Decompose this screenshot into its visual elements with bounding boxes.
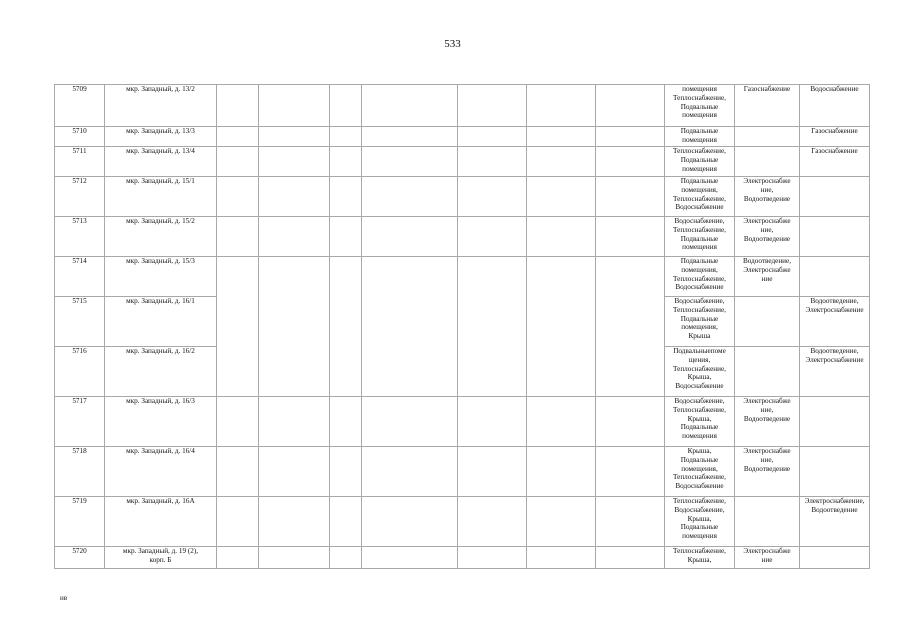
row-number-cell: [55, 217, 105, 257]
empty-cell: [330, 177, 362, 217]
empty-cell: [596, 85, 665, 127]
empty-cell: [330, 257, 362, 297]
empty-cell: [330, 85, 362, 127]
empty-cell: [217, 177, 259, 217]
empty-cell: [259, 547, 330, 569]
row-address-cell: [105, 397, 217, 447]
row-address: мкр. Западный, д. 16/4: [126, 447, 195, 455]
row-works-b-cell: [735, 147, 800, 177]
row-works-c-cell: [800, 257, 870, 297]
empty-cell: [217, 297, 259, 347]
empty-cell: [217, 397, 259, 447]
row-works-c: Газоснабжение: [811, 147, 858, 155]
empty-cell: [458, 397, 527, 447]
empty-cell: [259, 147, 330, 177]
row-works-b-cell: [735, 347, 800, 397]
empty-cell: [527, 447, 596, 497]
empty-cell: [330, 397, 362, 447]
empty-cell: [458, 127, 527, 147]
row-number: 5712: [72, 177, 87, 185]
row-works-c-cell: [800, 85, 870, 127]
empty-cell: [527, 217, 596, 257]
row-works-a: Водоснабжение, Теплоснабжение, Крыша, Подвальные помещения: [673, 397, 726, 441]
empty-cell: [458, 547, 527, 569]
row-number-cell: [55, 497, 105, 547]
row-works-a: помещения Теплоснабжение, Подвальные помещения: [673, 85, 726, 120]
empty-cell: [259, 447, 330, 497]
row-address-cell: [105, 257, 217, 297]
empty-cell: [458, 297, 527, 347]
empty-cell: [458, 497, 527, 547]
empty-cell: [458, 85, 527, 127]
row-works-a-cell: [665, 257, 735, 297]
row-number: 5709: [72, 85, 87, 93]
row-works-c-cell: [800, 397, 870, 447]
row-works-b: Электроснабже ние, Водоотведение: [743, 217, 791, 243]
row-address-cell: [105, 547, 217, 569]
row-number: 5711: [72, 147, 87, 155]
empty-cell: [217, 85, 259, 127]
row-works-b-cell: [735, 397, 800, 447]
empty-cell: [330, 127, 362, 147]
empty-cell: [259, 85, 330, 127]
row-number-cell: [55, 147, 105, 177]
row-works-a-cell: [665, 85, 735, 127]
row-address-cell: [105, 147, 217, 177]
row-number: 5717: [72, 397, 87, 405]
empty-cell: [217, 547, 259, 569]
row-address-cell: [105, 497, 217, 547]
row-works-a-cell: [665, 347, 735, 397]
row-works-b: Электроснабже ние, Водоотведение: [743, 397, 791, 423]
empty-cell: [362, 547, 458, 569]
row-address-cell: [105, 127, 217, 147]
row-works-a: Теплоснабжение, Крыша,: [673, 547, 726, 564]
table-row: [55, 127, 870, 147]
row-works-a: Теплоснабжение, Подвальные помещения: [673, 147, 726, 173]
table-row: [55, 217, 870, 257]
empty-cell: [259, 217, 330, 257]
row-address: мкр. Западный, д. 16/3: [126, 397, 195, 405]
row-address: мкр. Западный, д. 15/1: [126, 177, 195, 185]
row-works-c-cell: [800, 547, 870, 569]
empty-cell: [330, 297, 362, 347]
empty-cell: [596, 217, 665, 257]
empty-cell: [596, 447, 665, 497]
empty-cell: [217, 257, 259, 297]
row-works-a-cell: [665, 397, 735, 447]
empty-cell: [259, 347, 330, 397]
row-number: 5718: [72, 447, 87, 455]
row-works-b: Электроснабже ние: [743, 547, 791, 564]
empty-cell: [596, 177, 665, 217]
empty-cell: [527, 127, 596, 147]
row-works-b-cell: [735, 257, 800, 297]
empty-cell: [362, 397, 458, 447]
row-works-a-cell: [665, 147, 735, 177]
empty-cell: [362, 497, 458, 547]
row-works-a-cell: [665, 127, 735, 147]
empty-cell: [596, 147, 665, 177]
row-address: мкр. Западный, д. 13/4: [126, 147, 195, 155]
row-works-b-cell: [735, 177, 800, 217]
row-works-b-cell: [735, 127, 800, 147]
row-works-a: Водоснабжение, Теплоснабжение, Подвальные помещения, Крыша: [673, 297, 726, 341]
empty-cell: [596, 397, 665, 447]
row-address: мкр. Западный, д. 15/3: [126, 257, 195, 265]
row-works-a-cell: [665, 447, 735, 497]
row-works-c: Водоотведение, Электроснабжение: [805, 297, 864, 314]
row-works-c-cell: [800, 217, 870, 257]
empty-cell: [217, 347, 259, 397]
empty-cell: [527, 497, 596, 547]
row-number-cell: [55, 85, 105, 127]
empty-cell: [362, 217, 458, 257]
row-works-c: Электроснабжение, Водоотведение: [804, 497, 865, 514]
registry-rows: [55, 85, 870, 569]
row-number-cell: [55, 397, 105, 447]
footer-mark: нв: [60, 594, 68, 602]
row-works-b-cell: [735, 447, 800, 497]
row-works-c-cell: [800, 497, 870, 547]
row-number: 5714: [72, 257, 87, 265]
row-address: мкр. Западный, д. 13/2: [126, 85, 195, 93]
row-works-a-cell: [665, 297, 735, 347]
row-number-cell: [55, 127, 105, 147]
row-address-cell: [105, 447, 217, 497]
empty-cell: [217, 497, 259, 547]
table-row: [55, 147, 870, 177]
row-address-cell: [105, 297, 217, 347]
empty-cell: [362, 85, 458, 127]
row-address: мкр. Западный, д. 16/1: [126, 297, 195, 305]
empty-cell: [362, 257, 458, 297]
empty-cell: [330, 447, 362, 497]
empty-cell: [527, 177, 596, 217]
row-works-a: Подвальные помещения, Теплоснабжение, Водоснабжение: [673, 257, 726, 292]
empty-cell: [527, 547, 596, 569]
empty-cell: [596, 257, 665, 297]
row-works-a: Подвальныепоме щения, Теплоснабжение, Крыша, Водоснабжение: [673, 347, 726, 391]
empty-cell: [527, 147, 596, 177]
row-address-cell: [105, 217, 217, 257]
row-works-b-cell: [735, 497, 800, 547]
empty-cell: [259, 397, 330, 447]
row-works-c: Водоотведение, Электроснабжение: [805, 347, 864, 364]
row-number: 5710: [72, 127, 87, 135]
table-row: [55, 547, 870, 569]
empty-cell: [362, 347, 458, 397]
row-works-b-cell: [735, 217, 800, 257]
empty-cell: [527, 85, 596, 127]
row-number-cell: [55, 177, 105, 217]
empty-cell: [330, 217, 362, 257]
row-works-a: Водоснабжение, Теплоснабжение, Подвальные помещения: [673, 217, 726, 252]
row-works-b-cell: [735, 85, 800, 127]
empty-cell: [458, 147, 527, 177]
empty-cell: [596, 127, 665, 147]
row-works-b: Электроснабже ние, Водоотведение: [743, 177, 791, 203]
row-number: 5719: [72, 497, 87, 505]
row-works-c-cell: [800, 177, 870, 217]
empty-cell: [527, 297, 596, 347]
empty-cell: [458, 177, 527, 217]
table-row: [55, 297, 870, 347]
row-number-cell: [55, 447, 105, 497]
empty-cell: [596, 497, 665, 547]
row-number: 5715: [72, 297, 87, 305]
row-works-c-cell: [800, 447, 870, 497]
row-works-b: Водоотведение, Электроснабже ние: [742, 257, 792, 283]
empty-cell: [259, 257, 330, 297]
row-address: мкр. Западный, д. 15/2: [126, 217, 195, 225]
row-works-b: Электроснабже ние, Водоотведение: [743, 447, 791, 473]
empty-cell: [362, 147, 458, 177]
row-works-c-cell: [800, 297, 870, 347]
row-address: мкр. Западный, д. 19 (2), корп. Б: [122, 547, 199, 564]
empty-cell: [217, 447, 259, 497]
table-row: [55, 497, 870, 547]
table-row: [55, 177, 870, 217]
empty-cell: [362, 297, 458, 347]
row-works-c-cell: [800, 347, 870, 397]
empty-cell: [527, 347, 596, 397]
empty-cell: [458, 447, 527, 497]
row-number-cell: [55, 547, 105, 569]
row-works-a: Подвальные помещения, Теплоснабжение, Водоснабжение: [673, 177, 726, 212]
empty-cell: [362, 127, 458, 147]
row-address: мкр. Западный, д. 16/2: [126, 347, 195, 355]
empty-cell: [259, 127, 330, 147]
empty-cell: [596, 347, 665, 397]
registry-table: [54, 84, 870, 569]
row-works-c: Водоснабжение: [810, 85, 859, 93]
row-works-a-cell: [665, 217, 735, 257]
empty-cell: [458, 217, 527, 257]
row-works-a-cell: [665, 547, 735, 569]
empty-cell: [330, 547, 362, 569]
empty-cell: [527, 257, 596, 297]
row-address-cell: [105, 177, 217, 217]
table-row: [55, 85, 870, 127]
row-works-b: Газоснабжение: [743, 85, 791, 93]
empty-cell: [362, 447, 458, 497]
empty-cell: [362, 177, 458, 217]
empty-cell: [330, 497, 362, 547]
empty-cell: [217, 147, 259, 177]
row-works-a: Крыша, Подвальные помещения, Теплоснабжение, Водоснабжение: [673, 447, 726, 491]
empty-cell: [217, 217, 259, 257]
table-row: [55, 347, 870, 397]
empty-cell: [527, 397, 596, 447]
empty-cell: [596, 547, 665, 569]
empty-cell: [330, 347, 362, 397]
table-row: [55, 257, 870, 297]
row-works-b-cell: [735, 547, 800, 569]
empty-cell: [596, 297, 665, 347]
row-works-c-cell: [800, 127, 870, 147]
empty-cell: [458, 347, 527, 397]
empty-cell: [259, 297, 330, 347]
table-row: [55, 397, 870, 447]
table-row: [55, 447, 870, 497]
empty-cell: [259, 497, 330, 547]
row-works-b-cell: [735, 297, 800, 347]
row-number-cell: [55, 347, 105, 397]
row-number: 5720: [72, 547, 87, 555]
empty-cell: [330, 147, 362, 177]
row-number-cell: [55, 297, 105, 347]
row-works-c-cell: [800, 147, 870, 177]
row-address: мкр. Западный, д. 16А: [126, 497, 195, 505]
row-works-c: Газоснабжение: [811, 127, 858, 135]
empty-cell: [458, 257, 527, 297]
row-works-a-cell: [665, 497, 735, 547]
row-address: мкр. Западный, д. 13/3: [126, 127, 195, 135]
empty-cell: [217, 127, 259, 147]
row-number: 5713: [72, 217, 87, 225]
row-number: 5716: [72, 347, 87, 355]
page-number: 533: [444, 38, 461, 50]
row-address-cell: [105, 347, 217, 397]
row-address-cell: [105, 85, 217, 127]
row-works-a: Теплоснабжение, Водоснабжение, Крыша, Подвальные помещения: [673, 497, 726, 541]
empty-cell: [259, 177, 330, 217]
row-works-a: Подвальные помещения: [680, 127, 719, 144]
row-number-cell: [55, 257, 105, 297]
row-works-a-cell: [665, 177, 735, 217]
